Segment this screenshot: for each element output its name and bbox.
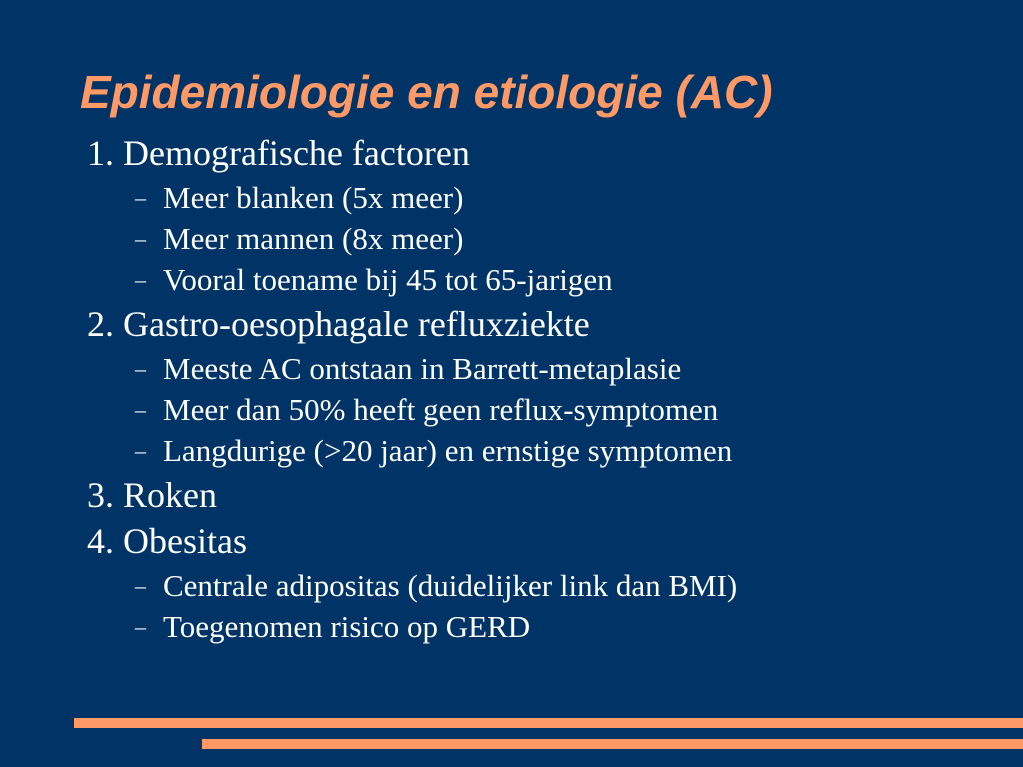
dash-bullet-icon: – [135,226,146,251]
sub-list [87,565,1007,647]
sub-list [87,177,1007,300]
list-item-label: 1. Demografische factoren [87,133,470,173]
sub-list-item [87,259,1007,300]
sub-list-item-text: Meer mannen (8x meer) [163,221,464,256]
sub-list-item-text: Meer blanken (5x meer) [163,180,464,215]
sub-list-item-text: Meeste AC ontstaan in Barrett-metaplasie [163,351,682,386]
sub-list-item-text: Vooral toename bij 45 tot 65-jarigen [163,262,613,297]
list-item-demografische-factoren [87,131,1007,300]
sub-list-item [87,430,1007,471]
list-item-label: 4. Obesitas [87,521,247,561]
dash-bullet-icon: – [135,438,146,463]
sub-list-item-text: Langdurige (>20 jaar) en ernstige symptomen [163,433,733,468]
list-item-refluxziekte [87,302,1007,471]
list-item-roken [87,473,1007,517]
bullet-list [87,131,1007,649]
sub-list-item-text: Meer dan 50% heeft geen reflux-symptomen [163,392,719,427]
sub-list-item-text: Centrale adipositas (duidelijker link dan BMI) [163,568,738,603]
decorative-bar-top [74,718,1023,728]
dash-bullet-icon: – [135,267,146,292]
sub-list-item [87,177,1007,218]
list-item-obesitas [87,519,1007,647]
list-item-label: 3. Roken [87,475,217,515]
sub-list-item-text: Toegenomen risico op GERD [163,609,531,644]
sub-list [87,348,1007,471]
dash-bullet-icon: – [135,573,146,598]
sub-list-item [87,606,1007,647]
dash-bullet-icon: – [135,397,146,422]
sub-list-item [87,389,1007,430]
sub-list-item [87,218,1007,259]
decorative-bar-bottom [202,739,1023,749]
dash-bullet-icon: – [135,614,146,639]
sub-list-item [87,348,1007,389]
sub-list-item [87,565,1007,606]
dash-bullet-icon: – [135,185,146,210]
slide-title: Epidemiologie en etiologie (AC) [80,66,773,118]
dash-bullet-icon: – [135,356,146,381]
list-item-label: 2. Gastro-oesophagale refluxziekte [87,304,590,344]
